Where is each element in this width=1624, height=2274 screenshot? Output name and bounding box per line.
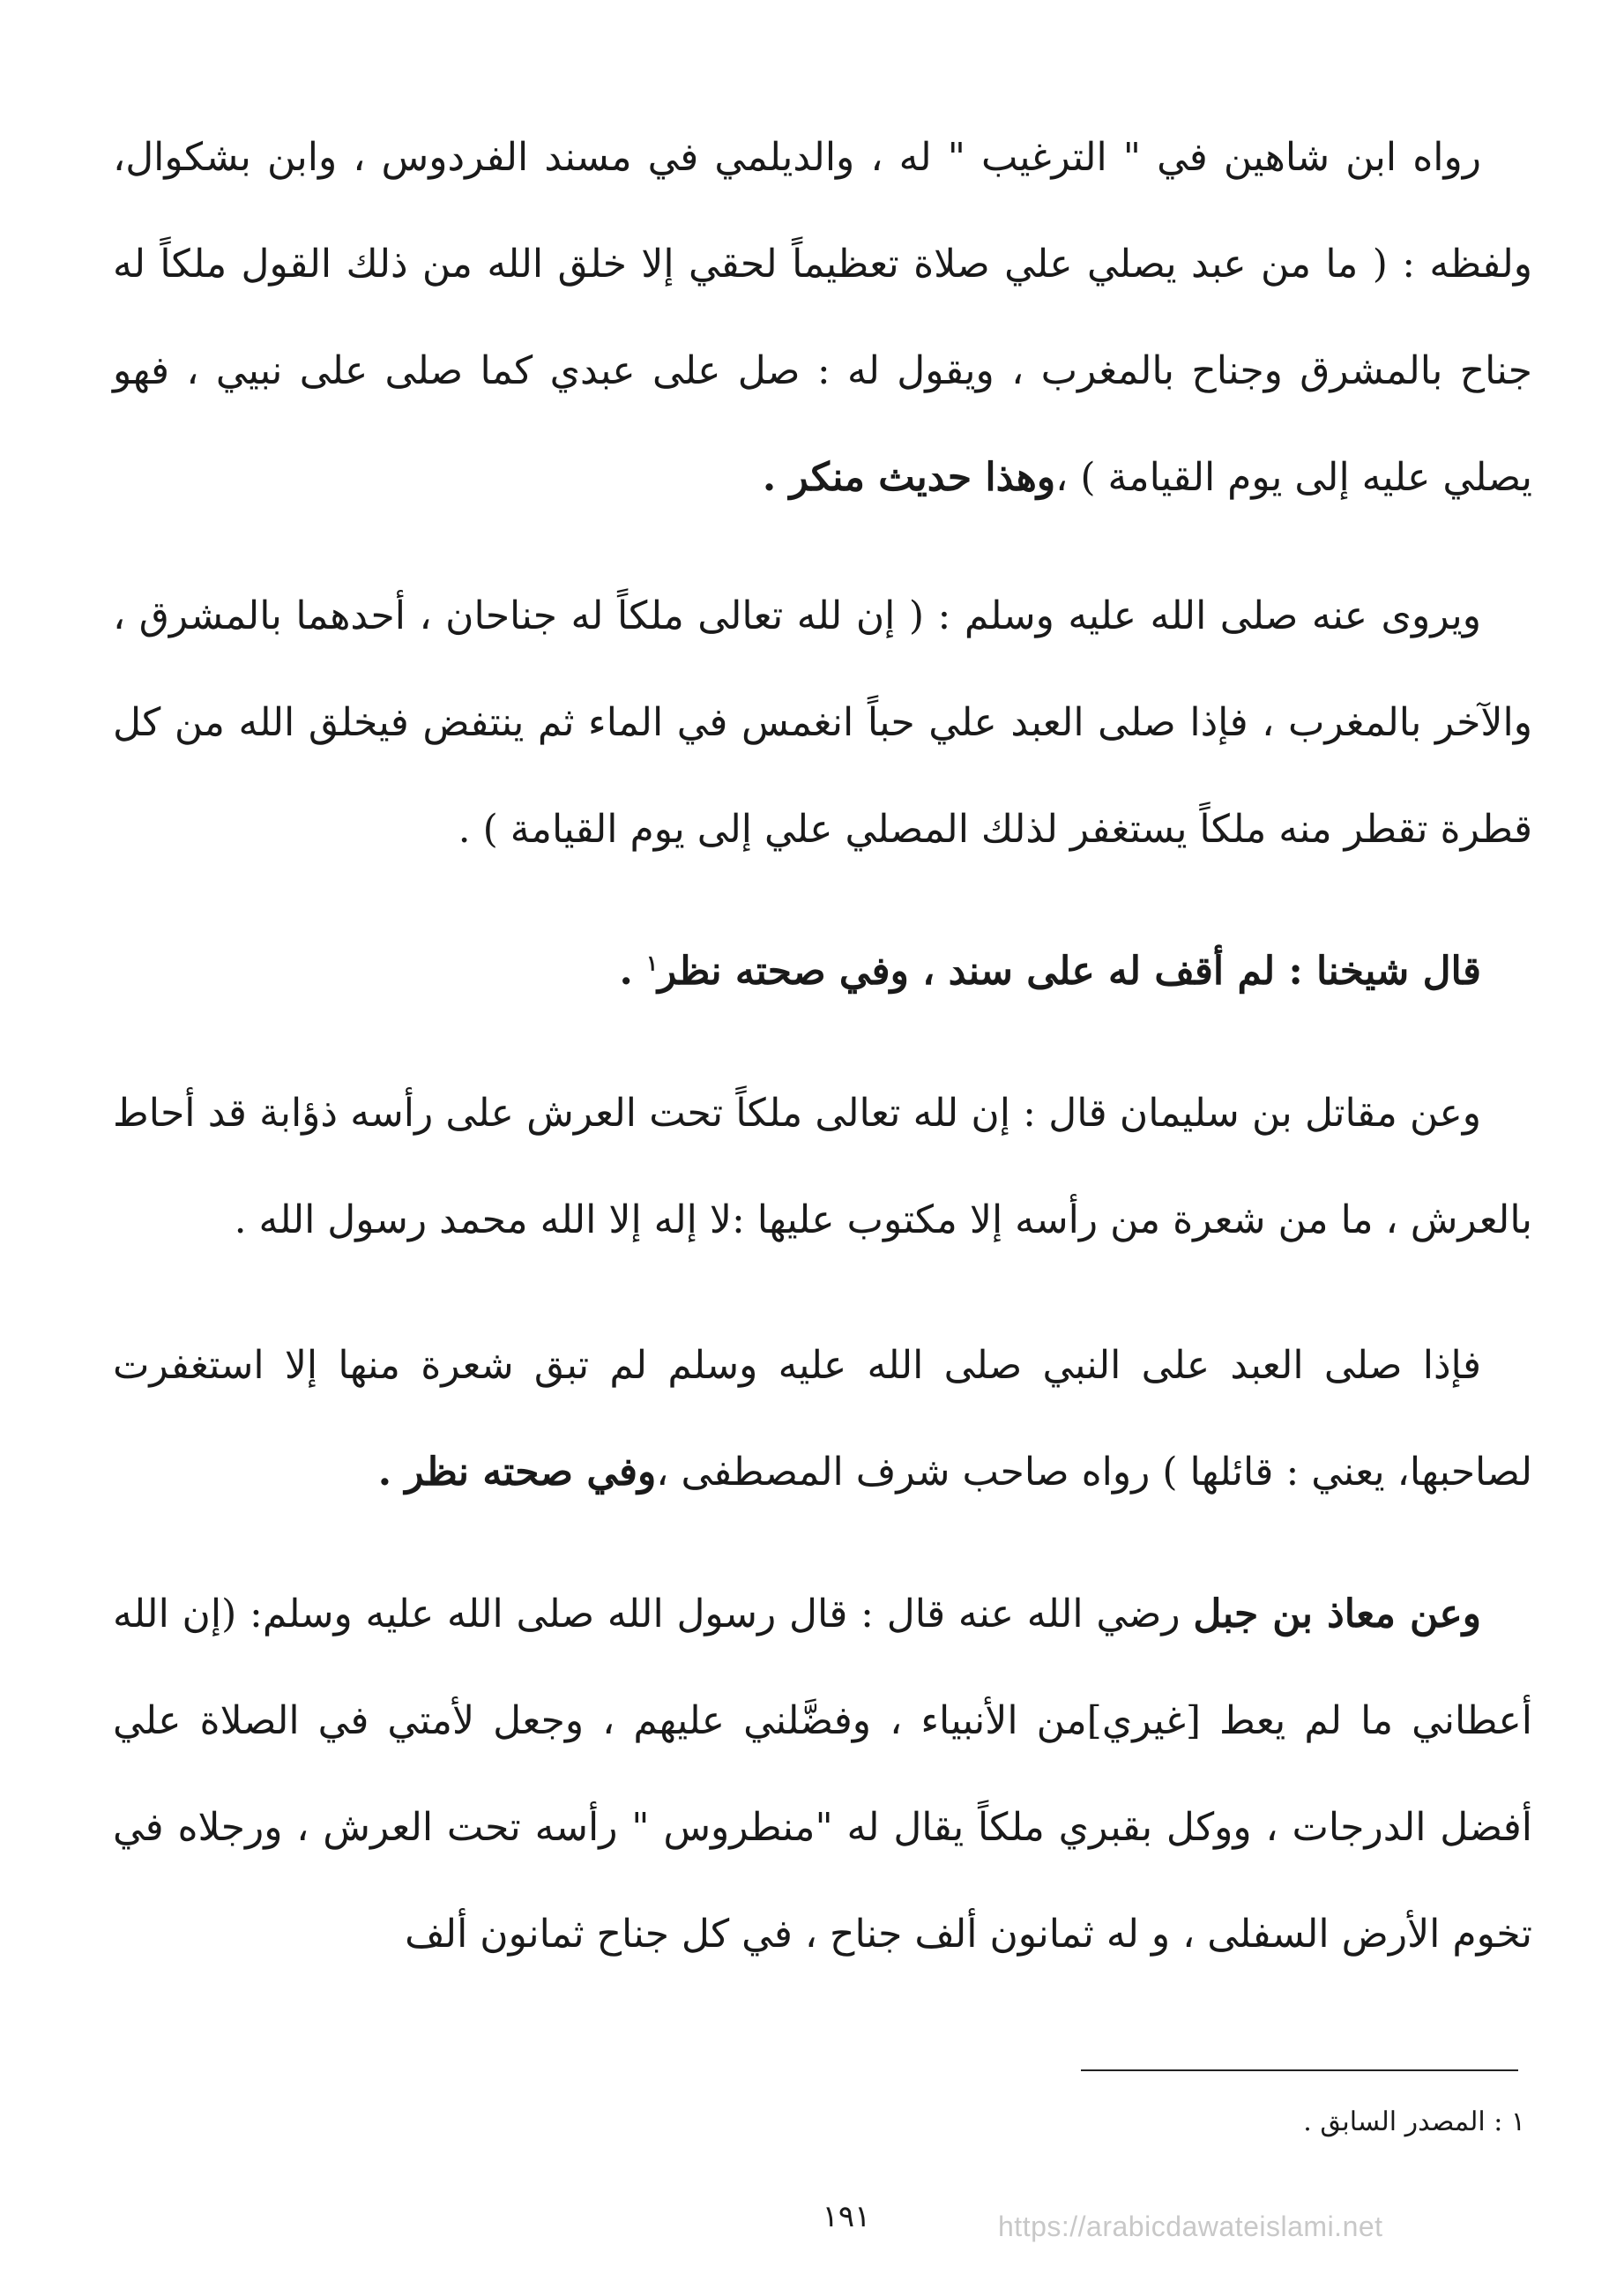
paragraph-6 bbox=[113, 1561, 1532, 1987]
paragraph-6-emphasis: وعن معاذ بن جبل bbox=[1193, 1592, 1481, 1637]
paragraph-5 bbox=[113, 1312, 1532, 1525]
footnote-separator bbox=[1081, 2069, 1518, 2071]
paragraph-4 bbox=[113, 1060, 1532, 1273]
footnote-reference: ١ bbox=[646, 950, 658, 976]
paragraph-6-text: رضي الله عنه قال : قال رسول الله صلى الله عليه وسلم: (إن الله أعطاني ما لم يعط [غيري]من الأنبياء ، وفضَّلني عليهم ، وجعل لأمتي في الصلاة علي أفضل الدرجات ، ووكل بقبري ملكاً يقال له "منطروس " رأسه تحت العرش ، ورجلاه في تخوم الأرض السفلى ، و له ثمانون ألف جناح ، في كل جناح ثمانون ألف bbox=[113, 1592, 1532, 1957]
paragraph-1 bbox=[113, 104, 1532, 531]
paragraph-5-emphasis: وفي صحته نظر . bbox=[377, 1450, 657, 1495]
paragraph-4-text: وعن مقاتل بن سليمان قال : إن لله تعالى ملكاً تحت العرش على رأسه ذؤابة قد أحاط بالعرش ، ما من شعرة من رأسه إلا مكتوب عليها :لا إله إلا الله محمد رسول الله . bbox=[113, 1091, 1532, 1242]
paragraph-1-emphasis: وهذا حديث منكر . bbox=[762, 455, 1056, 500]
paragraph-2-text: ويروى عنه صلى الله عليه وسلم : ( إن لله تعالى ملكاً له جناحان ، أحدهما بالمشرق ، والآخر بالمغرب ، فإذا صلى العبد علي حباً انغمس في الماء ثم ينتفض فيخلق الله من كل قطرة تقطر منه ملكاً يستغفر لذلك المصلي علي إلى يوم القيامة ) . bbox=[113, 593, 1532, 852]
page-number: ١٩١ bbox=[822, 2199, 871, 2234]
paragraph-5-text: فإذا صلى العبد على النبي صلى الله عليه وسلم لم تبق شعرة منها إلا استغفرت لصاحبها، يعني : قائلها ) رواه صاحب شرف المصطفى ، bbox=[113, 1343, 1532, 1495]
paragraph-3-end: . bbox=[619, 949, 647, 994]
paragraph-3 bbox=[113, 918, 1532, 1025]
paragraph-1-text: رواه ابن شاهين في " الترغيب " له ، والديلمي في مسند الفردوس ، وابن بشكوال، ولفظه : ( ما من عبد يصلي علي صلاة تعظيماً لحقي إلا خلق الله من ذلك القول ملكاً له جناح بالمشرق وجناح بالمغرب ، ويقول له : صل على عبدي كما صلى على نبيي ، فهو يصلي عليه إلى يوم القيامة ) ، bbox=[113, 135, 1532, 500]
body-text bbox=[113, 104, 1532, 1987]
watermark-url: https://arabicdawateislami.net bbox=[998, 2211, 1383, 2242]
paragraph-3-text: قال شيخنا : لم أقف له على سند ، وفي صحته نظر bbox=[657, 949, 1481, 994]
footnote: ١ : المصدر السابق . bbox=[1303, 2106, 1525, 2137]
paragraph-2 bbox=[113, 563, 1532, 883]
